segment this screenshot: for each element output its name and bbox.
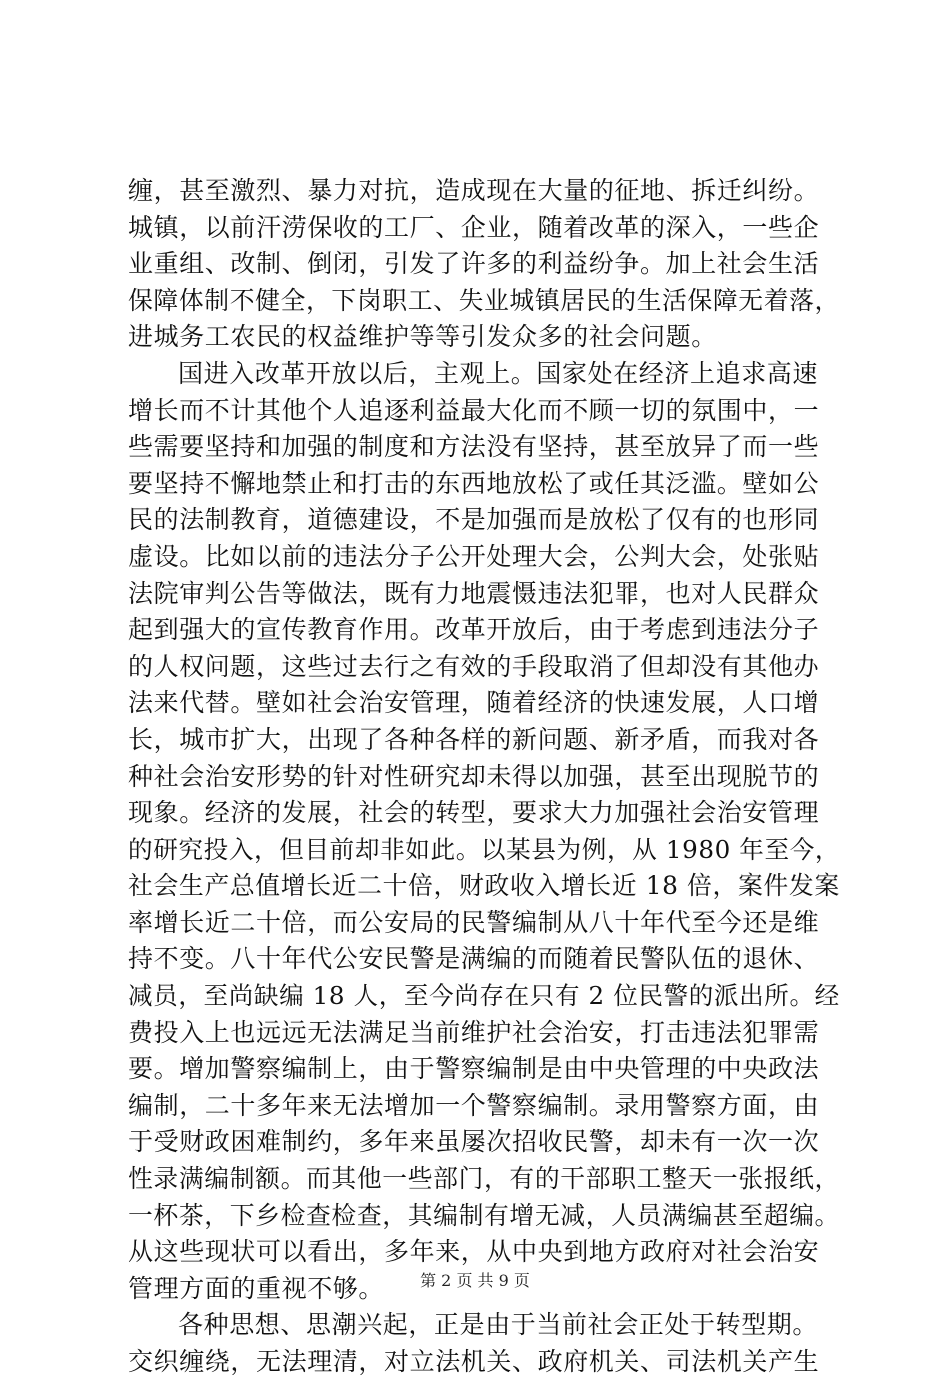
text-line: 从这些现状可以看出，多年来，从中央到地方政府对社会治安 <box>128 1237 820 1267</box>
text-line: 的人权问题，这些过去行之有效的手段取消了但却没有其他办 <box>128 651 820 681</box>
text-line: 国进入改革开放以后，主观上。国家处在经济上追求高速 <box>178 358 819 388</box>
text-line: 业重组、改制、倒闭，引发了许多的利益纷争。加上社会生活 <box>128 249 820 279</box>
text-line: 增长而不计其他个人追逐利益最大化而不顾一切的氛围中，一 <box>128 395 820 425</box>
text-line: 法来代替。壁如社会治安管理，随着经济的快速发展，人口增 <box>128 688 820 718</box>
text-line: 保障体制不健全，下岗职工、失业城镇居民的生活保障无着落， <box>128 285 840 315</box>
text-line: 各种思想、思潮兴起，正是由于当前社会正处于转型期。 <box>178 1310 819 1340</box>
text-line: 的研究投入，但目前却非如此。以某县为例，从 1980 年至今， <box>128 834 841 864</box>
text-line: 减员，至尚缺编 18 人，至今尚存在只有 2 位民警的派出所。经 <box>128 981 840 1011</box>
text-line: 持不变。八十年代公安民警是满编的而随着民警队伍的退休、 <box>128 944 820 974</box>
text-line: 虚设。比如以前的违法分子公开处理大会，公判大会，处张贴 <box>128 541 820 571</box>
text-line: 进城务工农民的权益维护等等引发众多的社会问题。 <box>128 322 717 352</box>
text-line: 费投入上也远远无法满足当前维护社会治安，打击违法犯罪需 <box>128 1017 820 1047</box>
text-line: 要坚持不懈地禁止和打击的东西地放松了或任其泛滥。壁如公 <box>128 468 820 498</box>
text-line: 缠，甚至激烈、暴力对抗，造成现在大量的征地、拆迁纠纷。 <box>128 176 820 205</box>
text-line: 城镇，以前汗涝保收的工厂、企业，随着改革的深入，一些企 <box>128 212 820 242</box>
text-line: 些需要坚持和加强的制度和方法没有坚持，甚至放异了而一些 <box>128 432 820 462</box>
text-line: 于受财政困难制约，多年来虽屡次招收民警，却未有一次一次 <box>128 1127 820 1157</box>
page-footer: 第 2 页 共 9 页 <box>420 1271 530 1290</box>
text-line: 编制，二十多年来无法增加一个警察编制。录用警察方面，由 <box>128 1090 820 1120</box>
document-body <box>128 173 840 1381</box>
text-line: 一杯茶，下乡检查检查，其编制有增无减，人员满编甚至超编。 <box>128 1200 840 1230</box>
text-line: 性录满编制额。而其他一些部门，有的干部职工整天一张报纸， <box>128 1164 840 1194</box>
text-line: 起到强大的宣传教育作用。改革开放后，由于考虑到违法分子 <box>128 615 820 645</box>
text-line: 交织缠绕，无法理清，对立法机关、政府机关、司法机关产生 <box>128 1347 820 1376</box>
text-line: 法院审判公告等做法，既有力地震慑违法犯罪，也对人民群众 <box>128 578 820 608</box>
text-line: 要。增加警察编制上，由于警察编制是由中央管理的中央政法 <box>128 1054 820 1084</box>
text-line: 现象。经济的发展，社会的转型，要求大力加强社会治安管理 <box>128 798 820 828</box>
text-line: 民的法制教育，道德建设，不是加强而是放松了仅有的也形同 <box>128 505 820 535</box>
text-line: 种社会治安形势的针对性研究却未得以加强，甚至出现脱节的 <box>128 761 820 791</box>
text-line: 率增长近二十倍，而公安局的民警编制从八十年代至今还是维 <box>128 907 820 937</box>
text-line: 管理方面的重视不够。 <box>128 1273 385 1303</box>
text-line: 长，城市扩大，出现了各种各样的新问题、新矛盾，而我对各 <box>128 724 820 754</box>
text-line: 社会生产总值增长近二十倍，财政收入增长近 18 倍，案件发案 <box>128 871 840 901</box>
